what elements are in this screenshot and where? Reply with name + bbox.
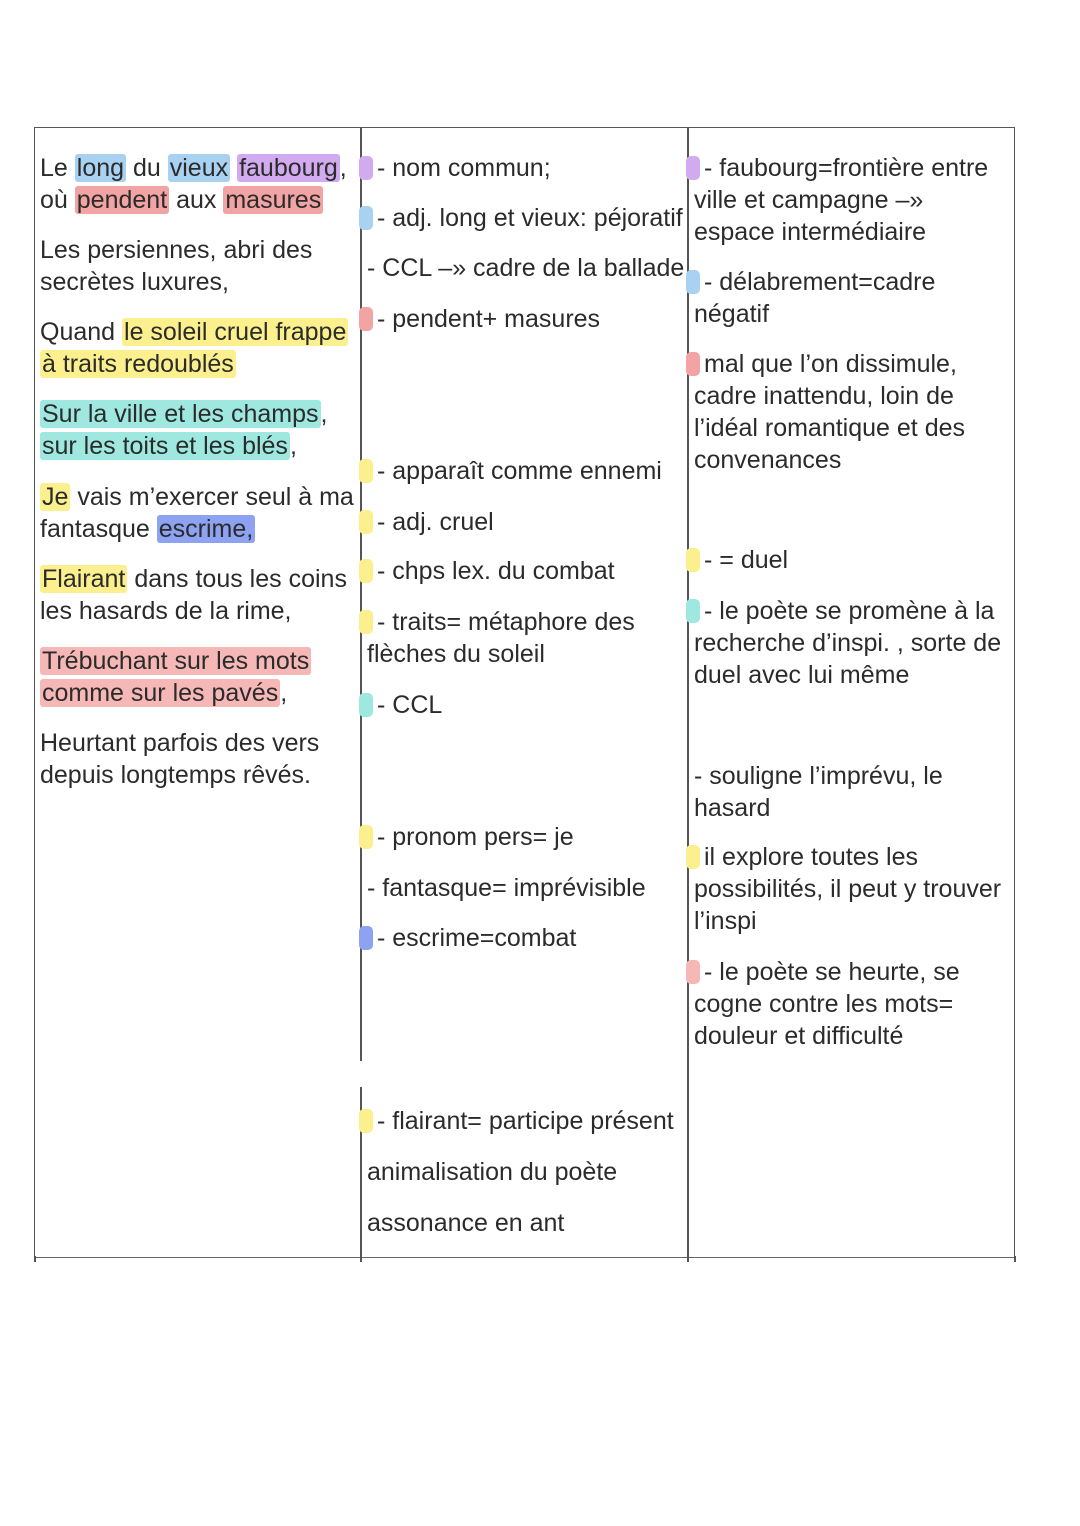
note-assonance: assonance en ant [367,1209,565,1237]
marker-yellow [359,559,373,583]
interp-explore: il explore toutes les possibilités, il peut y trouver l’inspi [694,841,1001,937]
note-pronom: - pronom pers= je [367,821,574,853]
note-traits: - traits= métaphore des flèches du soleil [367,606,635,670]
poem-line: Je vais m’exercer seul à ma [42,483,354,511]
highlight-toits: sur les toits et les blés [42,432,288,460]
table-corner-left [34,1256,36,1262]
marker-indigo [359,926,373,950]
stanza-1 [40,152,347,216]
poem-line [40,348,348,380]
marker-purple [686,156,700,180]
interp-heurte: - le poète se heurte, se cogne contre les mots= douleur et difficulté [694,956,960,1052]
marker-yellow [359,459,373,483]
highlight-trebuchant: Trébuchant sur les mots [42,647,310,675]
poem-line: Sur la ville et les champs, [42,400,328,428]
interp-faubourg: - faubourg=frontière entre ville et campagne –» espace intermédiaire [694,152,988,248]
poem-line: Heurtant parfois des vers [40,729,320,757]
interp-mal: mal que l’on dissimule, cadre inattendu, loin de l’idéal romantique et des convenances [694,348,965,476]
poem-line: Quand le soleil cruel frappe [40,318,347,346]
note-adj-pejoratif: - adj. long et vieux: péjoratif [367,202,683,234]
note-animalisation: animalisation du poète [367,1158,618,1186]
highlight-paves: comme sur les pavés [42,679,279,707]
interp-promenade: - le poète se promène à la recherche d’inspi. , sorte de duel avec lui même [694,595,1001,691]
highlight-faubourg: faubourg [239,154,338,182]
interp-imprevu: - souligne l’imprévu, le hasard [694,762,943,822]
highlight-pendent: pendent [76,186,168,214]
stanza-8 [40,727,319,791]
highlight-traits: à traits redoublés [42,350,234,378]
poem-line: fantasque escrime, [40,515,254,543]
poem-line: où pendent aux masures [40,186,322,214]
note-pendent: - pendent+ masures [367,303,600,335]
stanza-5 [40,481,354,545]
marker-yellow [686,845,700,869]
marker-red [686,352,700,376]
marker-purple [359,156,373,180]
marker-yellow [359,825,373,849]
column-divider-2 [687,127,689,1262]
highlight-long: long [76,154,125,182]
marker-yellow [359,610,373,634]
interp-duel: - = duel [694,544,788,576]
marker-yellow [359,1109,373,1133]
stanza-4 [40,398,327,462]
note-escrime: - escrime=combat [367,922,576,954]
note-ennemi: - apparaît comme ennemi [367,455,662,487]
column-divider-1 [360,127,362,1061]
marker-pink [686,960,700,984]
highlight-je: Je [42,483,69,511]
poem-line: depuis longtemps rêvés. [40,761,311,789]
stanza-7 [40,645,311,709]
marker-red [359,307,373,331]
highlight-soleil: le soleil cruel frappe [124,318,347,346]
marker-teal [359,693,373,717]
poem-line: les hasards de la rime, [40,597,292,625]
highlight-masures: masures [225,186,322,214]
marker-yellow [359,510,373,534]
highlight-ville: Sur la ville et les champs [42,400,319,428]
poem-line [40,645,311,677]
note-ccl: - CCL [367,689,442,721]
table-corner-right [1014,1256,1016,1262]
poem-line: comme sur les pavés, [42,679,288,707]
highlight-escrime: escrime, [158,515,254,543]
poem-line: Le long du vieux faubourg, [40,154,347,182]
interp-delabrement: - délabrement=cadre négatif [694,266,935,330]
note-adj-cruel: - adj. cruel [367,506,494,538]
note-flairant: - flairant= participe présent [367,1105,674,1137]
marker-blue [686,270,700,294]
marker-teal [686,599,700,623]
note-champ-lexical: - chps lex. du combat [367,555,615,587]
note-ccl-cadre: - CCL –» cadre de la ballade [367,254,685,282]
poem-line: sur les toits et les blés, [42,432,297,460]
highlight-flairant: Flairant [42,565,126,593]
marker-yellow [686,548,700,572]
poem-line: Les persiennes, abri des [40,236,313,264]
highlight-vieux: vieux [169,154,229,182]
marker-blue [359,206,373,230]
poem-line: secrètes luxures, [40,268,229,296]
stanza-2 [40,234,312,298]
stanza-3 [40,316,348,380]
stanza-6 [40,563,347,627]
note-nom-commun: - nom commun; [367,152,551,184]
note-fantasque: - fantasque= imprévisible [367,874,646,902]
poem-line: Flairant dans tous les coins [42,565,347,593]
